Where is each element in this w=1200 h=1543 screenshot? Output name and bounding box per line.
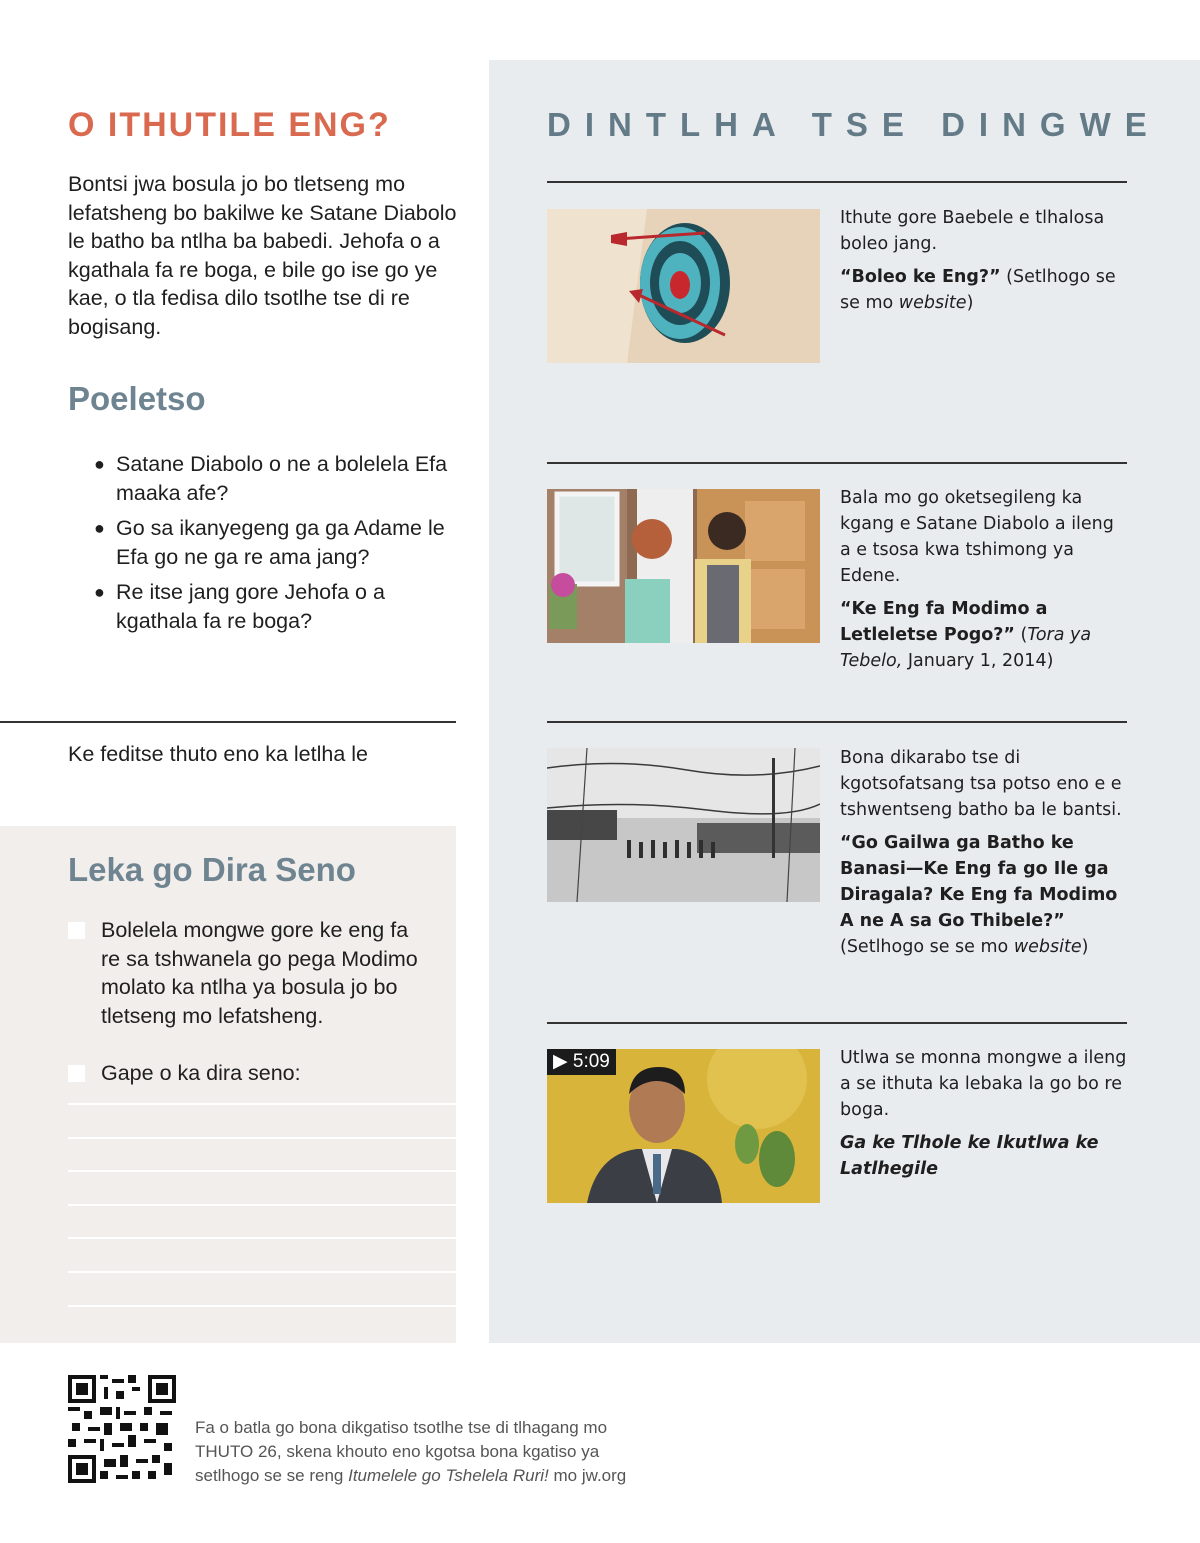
review-questions	[94, 450, 454, 642]
question-text: Re itse jang gore Jehofa o a kgathala fa re boga?	[116, 580, 385, 633]
resource-title[interactable]: “Ke Eng fa Modimo a Letleletse Pogo?” (Tora ya Tebelo, January 1, 2014)	[840, 599, 1092, 671]
footer-text: Fa o batla go bona dikgatiso tsotlhe tse di tlhagang mo THUTO 26, skena khouto eno kgotsa bona kgatiso ya setlhogo se se reng Itumelele go Tshelela Ruri! mo jw.org	[195, 1418, 627, 1485]
review-heading: O ITHUTILE ENG?	[68, 106, 391, 144]
task-text: Bolelela mongwe gore ke eng fa re sa tshwanela go pega Modimo molato ka ntlha ya bosula jo bo tletseng mo lefatsheng.	[101, 918, 418, 1028]
writing-lines[interactable]	[68, 1103, 456, 1338]
bullet-icon: ●	[94, 518, 105, 538]
task-text: Gape o ka dira seno:	[101, 1061, 301, 1085]
resource-text	[840, 485, 1128, 674]
resource-text	[840, 1045, 1128, 1182]
divider	[0, 721, 456, 723]
resource-text	[840, 205, 1128, 316]
qr-code-icon[interactable]	[68, 1375, 176, 1483]
finished-date-label: Ke feditse thuto eno ka letlha le	[68, 742, 369, 766]
question-text: Go sa ikanyegeng ga ga Adame le Efa go ne ga re ama jang?	[116, 516, 445, 569]
video-duration-badge: ▶ 5:09	[547, 1049, 616, 1075]
list-item	[94, 578, 454, 635]
resource-title[interactable]: Ga ke Tlhole ke Ikutlwa ke Latlhegile	[840, 1133, 1099, 1179]
dartboard-image[interactable]	[547, 209, 820, 363]
task-item	[68, 1059, 421, 1088]
bullet-icon: ●	[94, 454, 105, 474]
divider	[547, 181, 1127, 183]
resource-description: Utlwa se monna mongwe a ileng a se ithuta ka lebaka la go bo re boga.	[840, 1048, 1127, 1120]
task-item	[68, 916, 421, 1030]
tasks-heading: Leka go Dira Seno	[68, 851, 356, 888]
review-summary: Bontsi jwa bosula jo bo tletseng mo lefatsheng bo bakilwe ke Satane Diabolo le batho ba ntlha ba babedi. Jehofa o a kgathala fa re boga, e bile go ise go ye kae, o tla fedisa dilo tsotlhe tse di re bogisang.	[68, 172, 457, 339]
camp-barbed-wire-image[interactable]	[547, 748, 820, 902]
resource-title[interactable]: “Go Gailwa ga Batho ke Banasi—Ke Eng fa go Ile ga Diragala? Ke Eng fa Modimo A ne A sa Go Thibele?” (Setlhogo se se mo website)	[840, 833, 1118, 957]
women-at-door-image[interactable]	[547, 489, 820, 643]
divider	[547, 1022, 1127, 1024]
bullet-icon: ●	[94, 582, 105, 602]
resource-description: Bala mo go oketsegileng ka kgang e Satane Diabolo a ileng a e tsosa kwa tshimong ya Edene.	[840, 488, 1114, 586]
resource-description: Bona dikarabo tse di kgotsofatsang tsa potso eno e e tshwentseng batho ba le bantsi.	[840, 748, 1122, 820]
list-item	[94, 450, 454, 507]
more-heading: DINTLHA TSE DINGWE	[547, 106, 1161, 143]
divider	[547, 462, 1127, 464]
resource-title[interactable]: “Boleo ke Eng?” (Setlhogo se se mo website)	[840, 267, 1116, 313]
resource-text	[840, 745, 1128, 960]
checkbox[interactable]	[68, 1065, 85, 1082]
video-thumbnail[interactable]	[547, 1049, 820, 1203]
question-text: Satane Diabolo o ne a bolelela Efa maaka afe?	[116, 452, 448, 505]
checkbox[interactable]	[68, 922, 85, 939]
divider	[547, 721, 1127, 723]
poeletso-heading: Poeletso	[68, 380, 206, 417]
resource-description: Ithute gore Baebele e tlhalosa boleo jang.	[840, 208, 1105, 254]
list-item	[94, 514, 454, 571]
